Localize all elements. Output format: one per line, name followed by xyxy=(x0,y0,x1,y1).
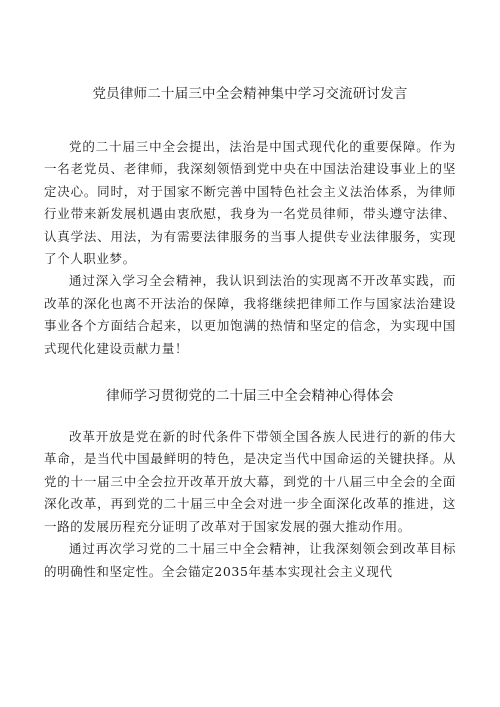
section-title: 党员律师二十届三中全会精神集中学习交流研讨发言 xyxy=(92,86,408,102)
paragraph: 党的二十届三中全会提出，法治是中国式现代化的重要保障。作为一名老党员、老律师，我深刻领悟到党中央在中国法治建设事业上的坚定决心。同时，对于国家不断完善中国特色社会主义法治体系，为律师行业带来新发展机遇由衷欣慰，我身为一名党员律师，带头遵守法律、认真学法、用法，为有需要法律服务的当事人提供专业法律服务，实现了个人职业梦。 xyxy=(44,139,456,267)
paragraph: 通过深入学习全会精神，我认识到法治的实现离不开改革实践，而改革的深化也离不开法治的保障，我将继续把律师工作与国家法治建设事业各个方面结合起来，以更加饱满的热情和坚定的信念，为实现中国式现代化建设贡献力量！ xyxy=(44,273,456,356)
paragraph: 改革开放是党在新的时代条件下带领全国各族人民进行的新的伟大革命，是当代中国最鲜明的特色，是决定当代中国命运的关键抉择。从党的十一届三中全会拉开改革开放大幕，到党的十八届三中全会的全面深化改革，再到党的二十届三中全会对进一步全面深化改革的推进，这一路的发展历程充分证明了改革对于国家发展的强大推动作用。 xyxy=(44,429,456,534)
section-body xyxy=(44,136,456,360)
section-title: 律师学习贯彻党的二十届三中全会精神心得体会 xyxy=(106,388,394,405)
paragraph: 通过再次学习党的二十届三中全会精神，让我深刻领会到改革目标的明确性和坚定性。全会锚定2035年基本实现社会主义现代 xyxy=(44,541,456,579)
section-body xyxy=(44,426,456,583)
